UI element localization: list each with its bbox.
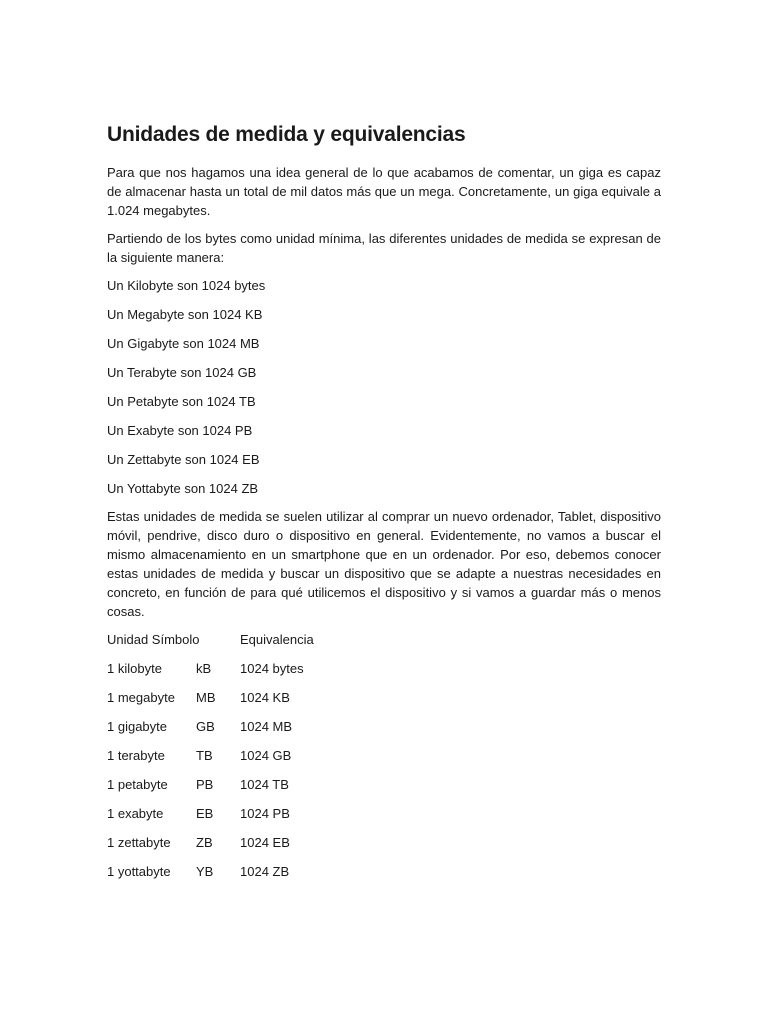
unit-line-megabyte: Un Megabyte son 1024 KB [107,307,263,322]
unit-cell: 1 exabyte [107,806,164,821]
equivalence-cell: 1024 MB [240,719,293,734]
table-header-row [107,630,661,649]
equivalence-cell: 1024 bytes [240,661,304,676]
table-row [107,688,661,707]
unit-line-gigabyte: Un Gigabyte son 1024 MB [107,336,260,351]
symbol-cell: TB [196,748,213,763]
table-row [107,862,661,881]
table-row [107,659,661,678]
equivalence-cell: 1024 TB [240,777,289,792]
symbol-cell: kB [196,661,212,676]
unit-line-kilobyte: Un Kilobyte son 1024 bytes [107,278,266,293]
unit-cell: 1 zettabyte [107,835,171,850]
unit-cell: 1 yottabyte [107,864,171,879]
header-unit-symbol: Unidad Símbolo [107,632,200,647]
equivalence-cell: 1024 GB [240,748,292,763]
symbol-cell: PB [196,777,214,792]
symbol-cell: YB [196,864,214,879]
equivalence-cell: 1024 EB [240,835,290,850]
usage-paragraph: Estas unidades de medida se suelen utilizar al comprar un nuevo ordenador, Tablet, dispositivo móvil, pendrive, disco duro o dispositivo en general. Evidentemente, no vamos a buscar el mismo almacenamiento en un smartphone que en un ordenador. Por eso, debemos conocer estas unidades de medida y buscar un dispositivo que se adapte a nuestras necesidades en concreto, en función de para qué utilicemos el dispositivo y si vamos a guardar más o menos cosas. [107,509,661,619]
unit-line-terabyte: Un Terabyte son 1024 GB [107,365,257,380]
equivalence-cell: 1024 PB [240,806,290,821]
unit-line-yottabyte: Un Yottabyte son 1024 ZB [107,481,259,496]
table-row [107,804,661,823]
header-equivalence: Equivalencia [240,632,314,647]
units-list [107,276,661,498]
unit-cell: 1 megabyte [107,690,175,705]
unit-line-petabyte: Un Petabyte son 1024 TB [107,394,256,409]
unit-cell: 1 terabyte [107,748,165,763]
unit-line-exabyte: Un Exabyte son 1024 PB [107,423,253,438]
symbol-cell: EB [196,806,214,821]
unit-cell: 1 petabyte [107,777,168,792]
equivalence-cell: 1024 ZB [240,864,290,879]
equivalence-cell: 1024 KB [240,690,290,705]
table-row [107,717,661,736]
unit-cell: 1 gigabyte [107,719,167,734]
equivalence-table [107,630,661,881]
table-row [107,775,661,794]
document-title: Unidades de medida y equivalencias [107,123,466,146]
table-row [107,833,661,852]
symbol-cell: GB [196,719,215,734]
unit-line-zettabyte: Un Zettabyte son 1024 EB [107,452,260,467]
symbol-cell: ZB [196,835,213,850]
document-page [107,121,661,891]
lead-paragraph: Partiendo de los bytes como unidad mínima, las diferentes unidades de medida se expresan de la siguiente manera: [107,231,661,265]
intro-paragraph: Para que nos hagamos una idea general de lo que acabamos de comentar, un giga es capaz de almacenar hasta un total de mil datos más que un mega. Concretamente, un giga equivale a 1.024 megabytes. [107,165,661,218]
unit-cell: 1 kilobyte [107,661,162,676]
symbol-cell: MB [196,690,216,705]
table-row [107,746,661,765]
